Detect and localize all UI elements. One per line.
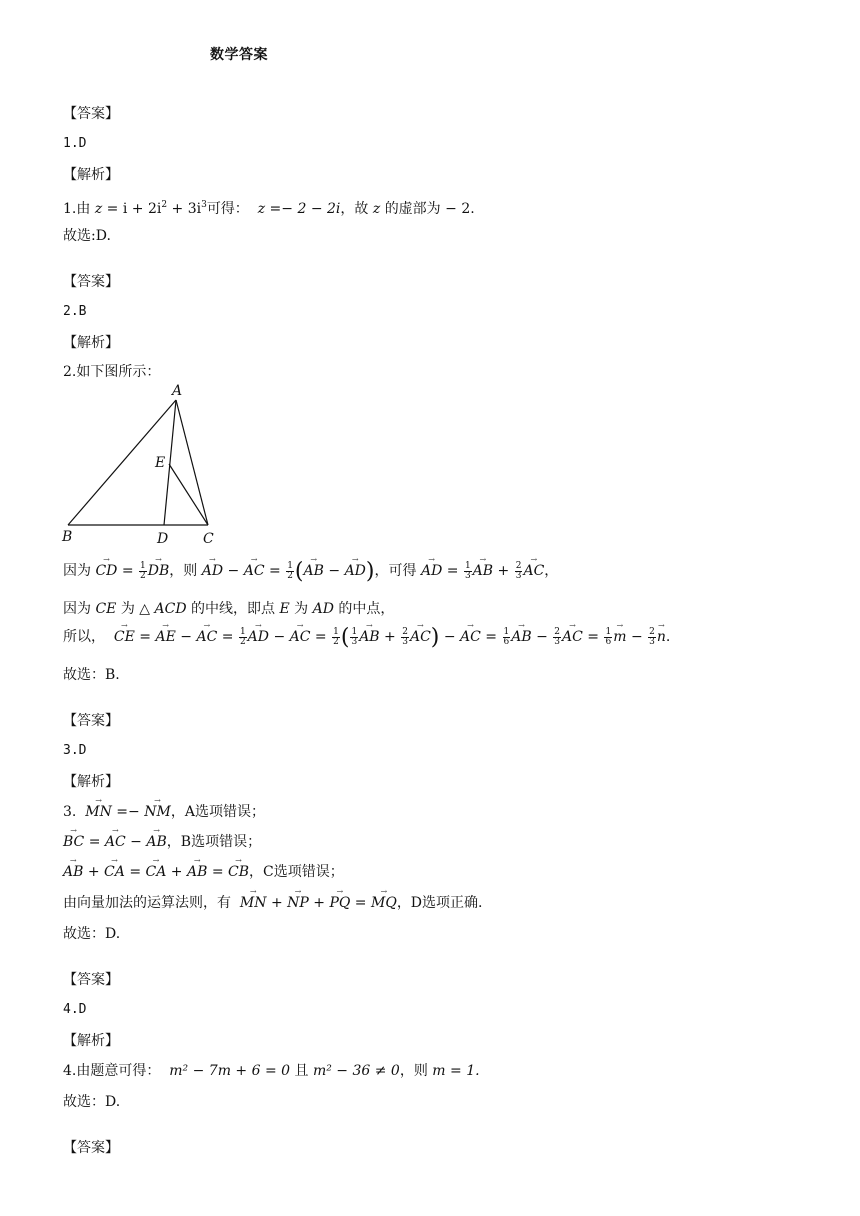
q3-opt-a-text: ，A选项错误； [170,804,265,820]
q2-midpoint-text: 的中点， [338,601,395,617]
q3-answer: 3.D [63,743,87,758]
analysis-label: 【解析】 [63,167,119,183]
page-title: 数学答案 [210,47,268,63]
q1-answer: 1.D [63,136,87,151]
q1-value: − 2. [445,201,475,217]
q2-step2: 因为 CE 为 △ ACD 的中线，即点 E 为 AD 的中点， [63,601,395,617]
analysis-label: 【解析】 [63,1033,119,1049]
q4-analysis [63,1061,480,1081]
q4-result: m = 1. [432,1063,480,1079]
analysis-label: 【解析】 [63,774,119,790]
q2-is: 为 [120,601,135,617]
q2-because2: 因为 [63,601,91,617]
q2-for: 为 [294,601,309,617]
q2-answer: 2.B [63,304,87,319]
answer-label: 【答案】 [63,274,119,290]
point-d-label: D [157,531,169,547]
point-e-label: E [155,455,166,471]
q3-opt-b-text: ，B选项错误； [166,834,262,850]
answer-label: 【答案】 [63,972,119,988]
q2-because1: 因为 [63,563,91,579]
q3-option-b: → BC = → AC − → AB，B选项错误； [63,832,261,852]
point-c-label: C [203,531,214,547]
q1-result: z =− 2 − 2i [257,201,341,217]
q3-option-c: → AB + → CA = → CA + → AB = → CB，C选项错误； [63,862,344,882]
answer-label: 【答案】 [63,713,119,729]
q1-conclusion: 故选:D. [63,228,111,244]
q4-eq1: m² − 7m + 6 = 0 [169,1063,291,1079]
q1-tail1: ，故 [340,201,369,217]
q4-conclusion: 故选：D. [63,1094,121,1110]
q2-median-text: 的中线，即点 [191,601,276,617]
q2-get: ，可得 [374,563,417,579]
q3-conclusion: 故选：D. [63,926,121,942]
q3-d-intro: 由向量加法的运算法则，有 [63,895,231,911]
q4-answer: 4.D [63,1002,87,1017]
point-a-label: A [172,383,183,399]
q2-step3: 所以， → CE = → AE − → AC = $\frac{1}{2}$ → AD − → AC = $\frac{1}{2}$ ( $\frac{1}{3}$ → AB + $\frac{2}{3}$ → AC) − → AC = $\frac{1}{6}$ → AB − $\frac{2}{3}$ → AC = $\frac{1}{6}$ → m − $\frac{2}{3}$ → n. [63,627,670,648]
q2-intro: 2.如下图所示： [63,364,161,380]
answer-label: 【答案】 [63,106,119,122]
triangle-figure [58,380,228,550]
analysis-label: 【解析】 [63,335,119,351]
q1-tail2: 的虚部为 [384,201,441,217]
triangle-symbol: △ [139,601,151,617]
q1-analysis: 1.由 $z = i + 2i^2 + 3i^3$可得： z =− 2 − 2i，故 z 的虚部为 − 2. [63,200,475,217]
q1-prefix: 1.由 [63,201,91,217]
q3-option-d: 由向量加法的运算法则，有 → MN + → NP + → PQ = → MQ，D选项正确. [63,893,483,913]
q4-prefix: 4.由题意可得： [63,1063,161,1079]
q3-opt-c-text: ，C选项错误； [249,864,344,880]
q3-prefix: 3. [63,804,77,820]
q2-then: ，则 [169,563,198,579]
q3-option-a: 3. → MN =− → NM，A选项错误； [63,802,265,822]
q2-so: 所以， [63,629,105,645]
q2-conclusion: 故选：B. [63,667,120,683]
q3-opt-d-text: ，D选项正确. [396,895,483,911]
q2-step1: 因为 → CD = $\frac{1}{2}$ → DB，则 → AD − → AC = $\frac{1}{2}$ (→ AB − → AD)，可得 → AD = $\frac{1}{3}$ → AB + $\frac{2}{3}$ → AC， [63,561,558,582]
answer-label: 【答案】 [63,1140,119,1156]
q4-then: ，则 [399,1063,428,1079]
point-b-label: B [62,529,73,545]
q1-mid: 可得： [206,201,249,217]
q4-eq2: m² − 36 ≠ 0 [312,1063,400,1079]
q4-and: 且 [294,1063,309,1079]
